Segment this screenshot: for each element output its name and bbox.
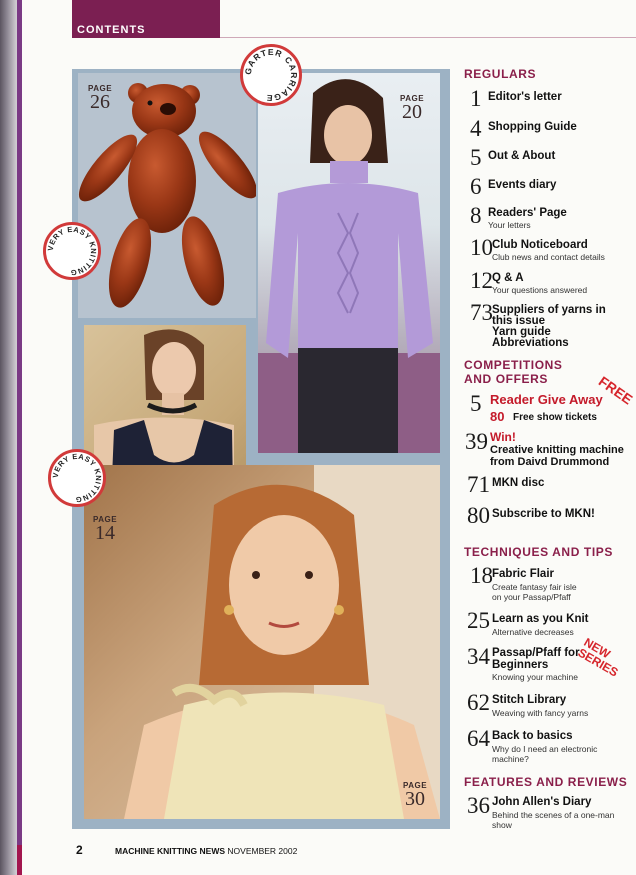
toc-title: Back to basics [492,730,573,742]
page-label-number: 26 [90,91,111,113]
toc-subtitle: Behind the scenes of a one-man [492,810,615,820]
toc-subtitle: Knowing your machine [492,672,578,682]
toc-title-line: Abbreviations [492,337,569,349]
contents-title: CONTENTS [77,24,146,36]
spine-stripe [17,0,22,875]
new-series-flash: NEW SERIES [575,635,621,680]
toc-title: Events diary [488,179,557,191]
toc-subtitle: machine? [492,754,529,764]
page-label-word: PAGE [88,84,113,93]
toc-page-number: 10 [470,235,493,260]
photo-page-label [403,781,427,808]
toc-title: Out & About [488,150,556,162]
toc-title: Club Noticeboard [492,239,588,251]
toc-page-number: 71 [467,472,490,497]
toc-page-number: 36 [467,793,490,818]
toc-page-number: 73 [470,300,493,325]
model-purple-sweater [258,73,440,453]
toc-title: Suppliers of yarns in [492,304,606,316]
toc-page-number: 25 [467,608,490,633]
toc-title: Readers' Page [488,207,567,219]
toc-title-line: from Daivd Drummond [490,456,610,468]
section-heading-competitions: COMPETITIONS [464,358,563,372]
toc-page-number: 5 [470,145,482,170]
toc-subtitle: on your Passap/Pfaff [492,592,571,602]
page-label-number: 30 [405,788,426,810]
header-rule [220,37,636,38]
toc-title-line: Yarn guide [492,326,551,338]
section-heading-techniques: TECHNIQUES AND TIPS [464,545,613,559]
garter-carriage-badge [240,44,302,106]
toc-title: MKN disc [492,477,545,489]
toc-subtitle: show [492,820,512,830]
issue-date: NOVEMBER 2002 [227,846,298,856]
toc-page-number: 64 [467,726,490,751]
toc-title: Learn as you Knit [492,613,589,625]
toc-subtitle: Create fantasy fair isle [492,582,577,592]
very-easy-text: VERY EASY KNITTING [46,225,98,277]
page-label-word: PAGE [403,781,428,790]
toc-page-number: 39 [465,429,488,454]
toc-page-number: 62 [467,690,490,715]
photo-page-label [400,94,424,121]
very-easy-text: VERY EASY KNITTING [51,452,103,504]
toc-title: Editor's letter [488,91,562,103]
very-easy-badge [48,449,106,507]
svg-text:VERY EASY KNITTING [51,452,103,504]
toc-title-line: Free show tickets [513,412,597,423]
very-easy-badge-icon [46,225,98,277]
folio-line [115,846,297,856]
contents-tab [72,0,220,38]
toc-page-number: 4 [470,116,482,141]
toc-subtitle: Alternative decreases [492,627,574,637]
toc-title: Win! [490,430,516,444]
garter-carriage-badge-icon [243,47,299,103]
very-easy-badge-icon [51,452,103,504]
toc-subtitle: Why do I need an electronic [492,744,598,754]
toc-title: Subscribe to MKN! [492,508,595,520]
section-heading-competitions-line2: AND OFFERS [464,372,548,386]
toc-page-number-secondary: 80 [490,409,505,424]
toc-page-number: 12 [470,268,493,293]
page-label-number: 20 [402,101,423,123]
page-label-word: PAGE [400,94,425,103]
toc-subtitle: Your questions answered [492,285,588,295]
toc-subtitle: Your letters [488,220,531,230]
free-flash: FREE [595,373,636,408]
toc-page-number: 6 [470,174,482,199]
svg-text:GARTER CARRIAGE [243,47,299,103]
toc-page-number: 80 [467,503,490,528]
model-cream-top [84,465,440,819]
toc-title-line: Beginners [492,659,549,671]
toc-page-number: 1 [470,86,482,111]
toc-title: Passap/Pfaff for [492,647,580,659]
toc-page-number: 18 [470,563,493,588]
photo-page-label [93,515,117,542]
model-purple-sweater-photo [258,73,440,453]
section-heading-features: FEATURES AND REVIEWS [464,775,628,789]
toc-subtitle: Weaving with fancy yarns [492,708,589,718]
toc-title: Stitch Library [492,694,567,706]
svg-text:VERY EASY KNITTING [46,225,98,277]
toc-title: Fabric Flair [492,568,554,580]
page-label-word: PAGE [93,515,118,524]
toc-title-line: Creative knitting machine [490,444,624,456]
section-heading-regulars: REGULARS [464,67,537,81]
toc-page-number: 8 [470,203,482,228]
very-easy-badge [43,222,101,280]
page-label-number: 14 [95,522,116,544]
toc-title: Reader Give Away [490,392,603,407]
toc-title: John Allen's Diary [492,796,592,808]
photo-page-label [88,84,112,111]
toc-title: Shopping Guide [488,121,577,133]
spine-stripe-bottom [17,845,22,875]
toc-page-number: 34 [467,644,490,669]
magazine-name: MACHINE KNITTING NEWS [115,846,226,856]
toc-title-line: this issue [492,315,546,327]
garter-carriage-text: GARTER CARRIAGE [243,47,299,103]
toc-title: Q & A [492,272,524,284]
toc-page-number: 5 [470,391,482,416]
folio-page-number: 2 [76,843,83,857]
toc-subtitle: Club news and contact details [492,252,605,262]
model-cream-top-photo [84,465,440,819]
